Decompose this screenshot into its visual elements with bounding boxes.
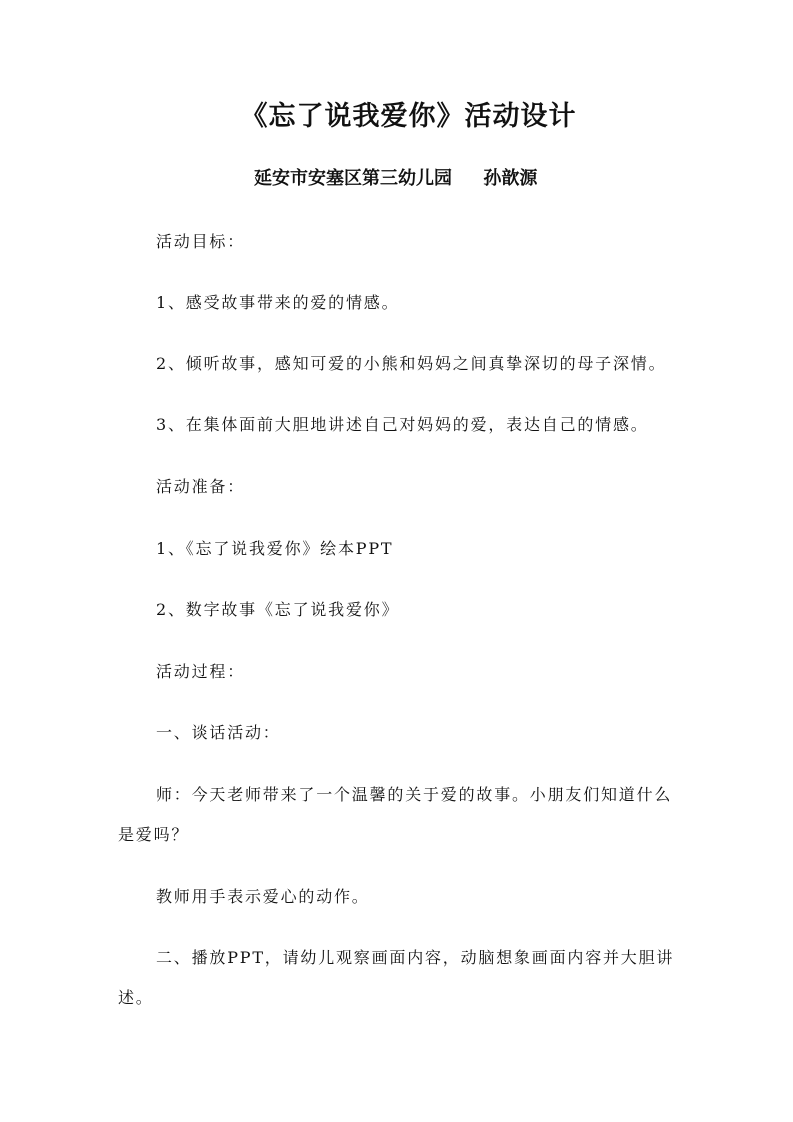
process-teacher-gesture: 教师用手表示爱心的动作。 — [156, 887, 370, 906]
preparation-item-2: 2、数字故事《忘了说我爱你》 — [156, 600, 400, 619]
section-heading-goals: 活动目标： — [156, 232, 246, 251]
goal-item-3: 3、在集体面前大胆地讲述自己对妈妈的爱，表达自己的情感。 — [156, 415, 649, 434]
goal-item-1: 1、感受故事带来的爱的情感。 — [156, 293, 400, 312]
process-teacher-dialogue: 师：今天老师带来了一个温馨的关于爱的故事。小朋友们知道什么是爱吗？ — [118, 785, 673, 844]
document-title: 《忘了说我爱你》活动设计 — [240, 101, 577, 132]
document-subtitle: 延安市安塞区第三幼儿园 孙歆源 — [254, 168, 538, 189]
section-heading-process: 活动过程： — [156, 662, 246, 681]
goal-item-2: 2、倾听故事，感知可爱的小熊和妈妈之间真挚深切的母子深情。 — [156, 354, 667, 373]
process-step-1-heading: 一、谈话活动： — [156, 723, 281, 742]
section-heading-preparation: 活动准备： — [156, 477, 246, 496]
preparation-item-1: 1、《忘了说我爱你》绘本PPT — [156, 539, 394, 558]
process-step-2: 二、播放PPT，请幼儿观察画面内容，动脑想象画面内容并大胆讲述。 — [118, 948, 675, 1007]
